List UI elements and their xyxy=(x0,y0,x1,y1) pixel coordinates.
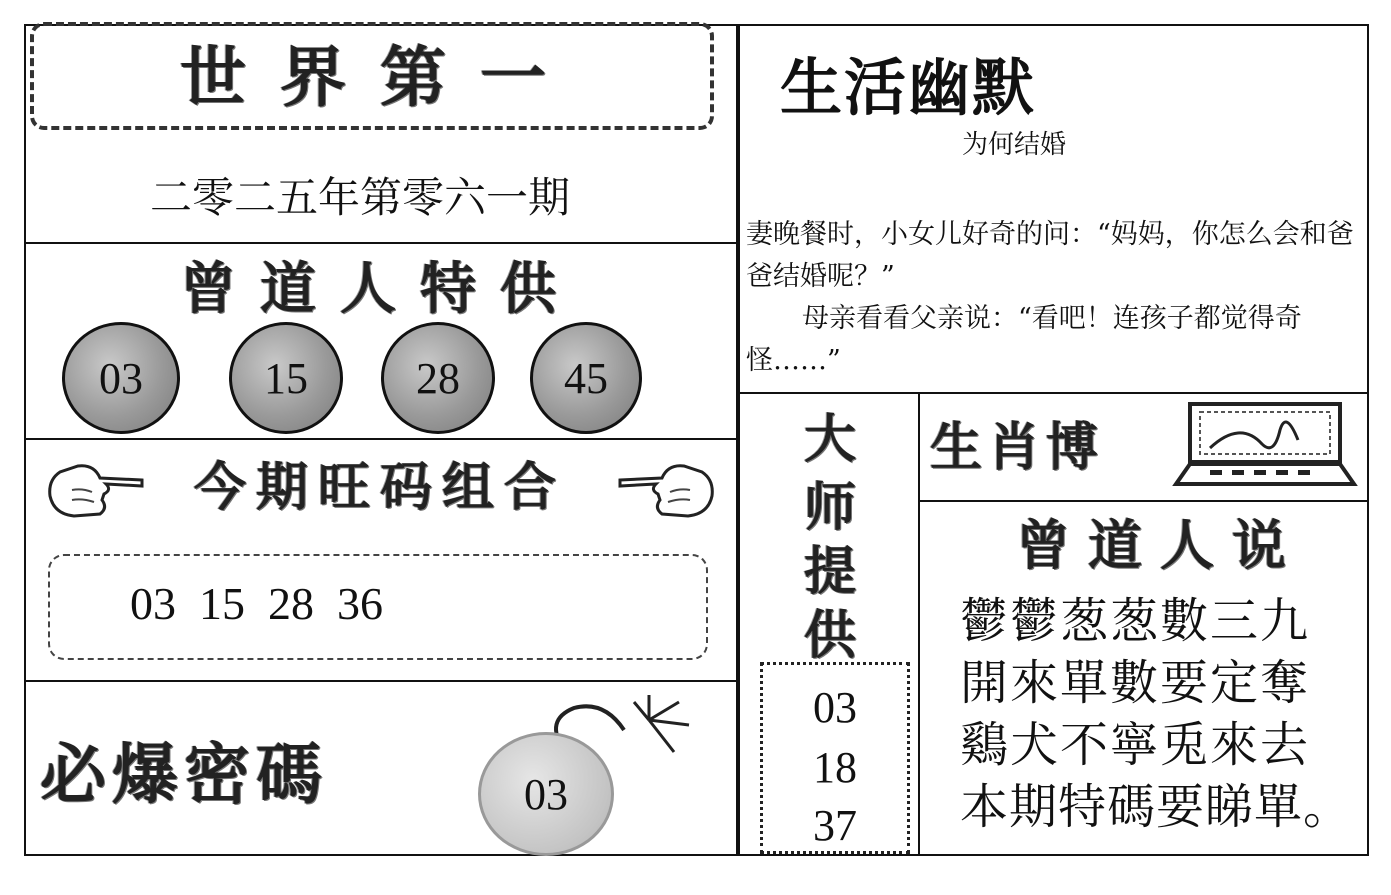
special-ball-1: 03 xyxy=(62,322,180,434)
vertical-number-3: 37 xyxy=(813,801,857,850)
combo-title: 今期旺码组合 xyxy=(193,458,566,518)
poem-line-2: 開來單數要定奪 xyxy=(960,655,1311,711)
special-title: 曾道人特供 xyxy=(180,257,580,322)
issue-label: 二零二五年第零六一期 xyxy=(149,173,570,222)
vertical-char-3: 提 xyxy=(803,542,856,602)
vertical-char-2: 师 xyxy=(803,478,856,538)
humor-subtitle: 为何结婚 xyxy=(962,130,1067,160)
vertical-number-1: 03 xyxy=(813,683,857,732)
divider-2 xyxy=(24,438,738,440)
pointing-hand-right-icon xyxy=(610,450,720,526)
poem-title: 曾道人说 xyxy=(1016,514,1304,577)
vertical-char-4: 供 xyxy=(803,606,856,666)
secret-ball: 03 xyxy=(478,732,614,856)
divider-3 xyxy=(24,680,738,682)
vertical-char-1: 大 xyxy=(803,410,856,470)
banner-title: 世界第一 xyxy=(180,39,580,116)
zodiac-title: 生肖博 xyxy=(930,418,1105,478)
poem-line-4: 本期特碼要睇單。 xyxy=(960,779,1353,835)
special-ball-2: 15 xyxy=(229,322,343,434)
divider-1 xyxy=(24,242,738,244)
special-ball-4: 45 xyxy=(530,322,642,434)
humor-paragraph-1: 妻晚餐时，小女儿好奇的问：“妈妈，你怎么会和爸爸结婚呢？” xyxy=(746,219,1354,292)
vertical-number-2: 18 xyxy=(813,743,857,792)
combo-numbers: 03 15 28 36 xyxy=(130,578,383,629)
humor-title: 生活幽默 xyxy=(780,51,1037,124)
poem-line-3: 鷄犬不寧兎來去 xyxy=(960,717,1311,773)
humor-paragraph-2: 母亲看看父亲说：“看吧！连孩子都觉得奇怪……” xyxy=(746,303,1302,376)
poem-line-1: 鬱鬱葱葱數三九 xyxy=(960,593,1311,649)
pointing-hand-left-icon xyxy=(42,450,152,526)
special-ball-3: 28 xyxy=(381,322,495,434)
secret-title: 必爆密碼 xyxy=(40,736,328,813)
laptop-icon xyxy=(1170,400,1360,494)
